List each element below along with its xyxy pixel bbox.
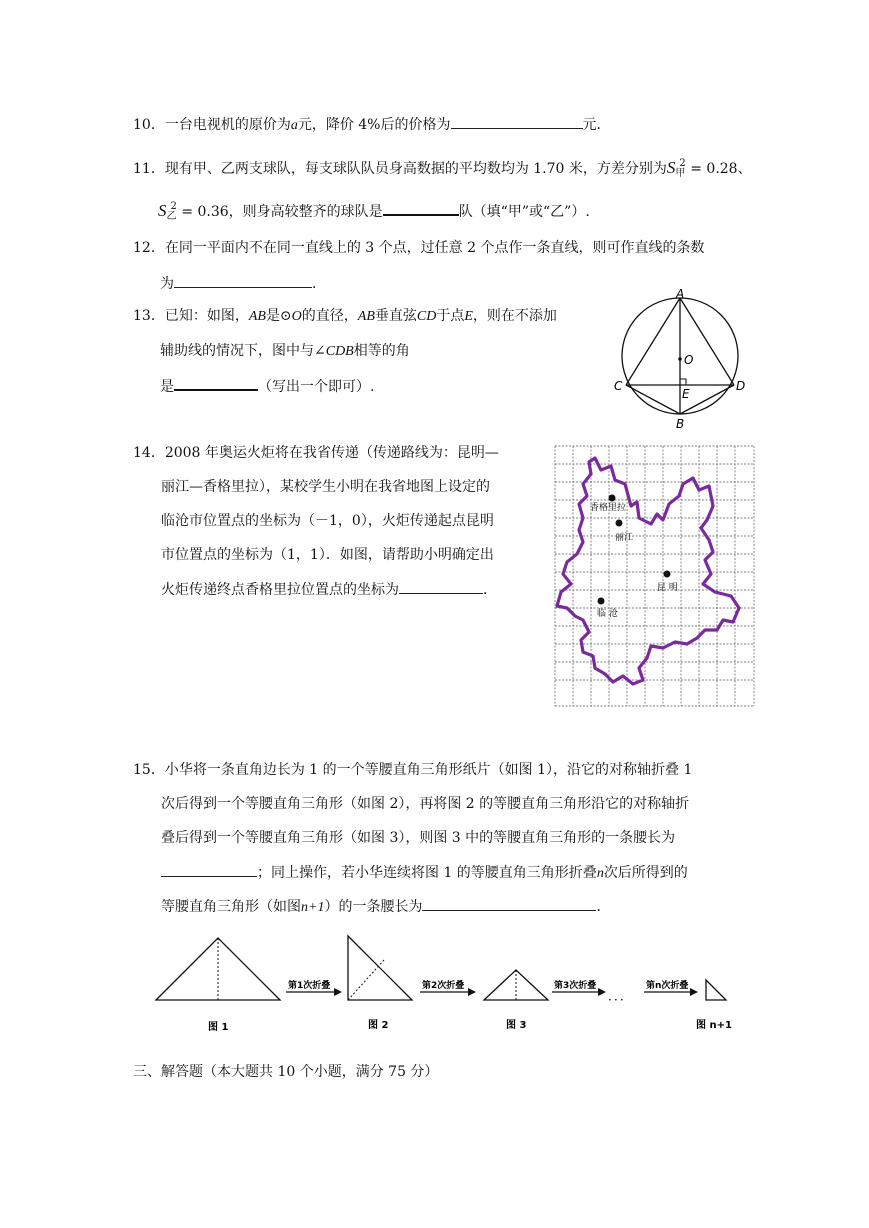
ellipsis: ．．． bbox=[608, 989, 633, 1003]
q14-line5: 火炬传递终点香格里拉位置点的坐标为 bbox=[161, 582, 399, 598]
q11-sub-jia: 甲 bbox=[675, 168, 686, 179]
label-b: B bbox=[676, 417, 685, 431]
question-10 bbox=[133, 114, 611, 136]
lincang-dot bbox=[598, 598, 605, 605]
q11-text-tail: 队（填“甲”或“乙”）. bbox=[458, 204, 590, 220]
question-13 bbox=[133, 306, 557, 327]
q13-var-ab: AB bbox=[357, 309, 375, 324]
question-12 bbox=[133, 238, 704, 258]
label-e: E bbox=[682, 387, 690, 401]
arrow2-label: 第2次折叠 bbox=[422, 981, 465, 991]
q15-line5b: ）的一条腰长为 bbox=[324, 899, 423, 915]
arrow1-label: 第1次折叠 bbox=[288, 981, 331, 991]
q13-var-e: E bbox=[464, 309, 473, 324]
q15-answer-blank-1[interactable] bbox=[161, 862, 257, 877]
q10-text-end: 元． bbox=[582, 117, 611, 133]
q11-val-yi: = 0.36，则身高较整齐的球队是 bbox=[181, 204, 383, 220]
question-12-line2 bbox=[160, 273, 326, 294]
q11-number: 11． bbox=[133, 161, 165, 177]
q10-var-a: a bbox=[290, 118, 298, 133]
question-15 bbox=[133, 760, 692, 780]
section-3-title: 三、解答题（本大题共 10 个小题，满分 75 分） bbox=[133, 1064, 439, 1080]
q11-s-yi: S bbox=[158, 201, 167, 220]
q11-val-jia: = 0.28、 bbox=[685, 161, 752, 177]
q14-number: 14． bbox=[133, 445, 165, 461]
folding-figure bbox=[150, 930, 750, 1038]
q15-var-n: n bbox=[596, 866, 604, 881]
label-d: D bbox=[736, 379, 746, 393]
q10-text: 一台电视机的原价为 bbox=[164, 117, 291, 133]
question-11-line2 bbox=[158, 197, 590, 227]
q14-line1: 2008 年奥运火炬将在我省传递（传递路线为：昆明— bbox=[164, 445, 499, 461]
label-c: C bbox=[614, 379, 623, 393]
q15-line2: 次后得到一个等腰直角三角形（如图 2），再将图 2 的等腰直角三角形沿它的对称轴折 bbox=[161, 796, 690, 812]
q15-var-n1: n+1 bbox=[301, 900, 325, 915]
q10-number: 10． bbox=[133, 117, 165, 133]
lijiang-label: 丽江 bbox=[615, 533, 634, 543]
province-outline bbox=[557, 458, 739, 684]
q13-text: 是⊙ bbox=[265, 308, 292, 324]
q13-answer-blank[interactable] bbox=[174, 375, 258, 391]
q14-line4: 市位置点的坐标为（1，1）．如图，请帮助小明确定出 bbox=[161, 547, 494, 563]
q13-text: ，则在不添加 bbox=[472, 308, 557, 324]
q11-text-line1: 现有甲、乙两支球队，每支球队队员身高数据的平均数均为 1.70 米，方差分别为 bbox=[164, 161, 667, 177]
fig2-label: 图 2 bbox=[368, 1020, 389, 1031]
shangri-la-label: 香格里拉 bbox=[590, 503, 627, 513]
q13-var-cd: CD bbox=[416, 309, 437, 324]
yunnan-map-figure bbox=[553, 444, 756, 708]
q14-answer-blank[interactable] bbox=[399, 579, 483, 594]
fign-label: 图 n+1 bbox=[696, 1020, 732, 1031]
q15-line4b: 次后所得到的 bbox=[603, 865, 688, 881]
q13-var-cdb: CDB bbox=[325, 344, 354, 359]
kunming-dot bbox=[664, 571, 671, 578]
q13-text-line2b: 相等的角 bbox=[353, 343, 410, 359]
q13-text: 垂直弦 bbox=[374, 308, 417, 324]
q13-var-ab: AB bbox=[248, 309, 266, 324]
question-14 bbox=[133, 443, 499, 463]
q11-answer-blank[interactable] bbox=[383, 200, 459, 216]
q13-number: 13． bbox=[133, 308, 165, 324]
q11-sub-yi: 乙 bbox=[166, 211, 177, 222]
lijiang-dot bbox=[616, 520, 623, 527]
q12-text-line1: 在同一平面内不在同一直线上的 3 个点，过任意 2 个点作一条直线，则可作直线的条数 bbox=[164, 240, 705, 256]
q13-text-line2: 辅助线的情况下，图中与∠ bbox=[160, 343, 326, 359]
question-14-line5 bbox=[161, 579, 497, 600]
q15-line3: 叠后得到一个等腰直角三角形（如图 3），则图 3 中的等腰直角三角形的一条腰长为 bbox=[161, 830, 676, 846]
question-15-line4 bbox=[161, 862, 688, 884]
lincang-label: 临 沧 bbox=[597, 609, 618, 619]
q14-line2: 丽江—香格里拉），某校学生小明在我省地图上设定的 bbox=[161, 479, 490, 495]
question-13-line3 bbox=[160, 375, 374, 397]
q12-answer-blank[interactable] bbox=[174, 273, 312, 288]
q15-line5a: 等腰直角三角形（如图 bbox=[161, 899, 301, 915]
q12-text-line2: 为 bbox=[160, 276, 174, 292]
q13-text-line3b: （写出一个即可）. bbox=[258, 379, 375, 395]
fig1-label: 图 1 bbox=[208, 1022, 229, 1033]
q12-number: 12． bbox=[133, 240, 165, 256]
arrow3-label: 第3次折叠 bbox=[554, 981, 597, 991]
circle-figure bbox=[610, 286, 750, 434]
q13-var-o: O bbox=[291, 309, 302, 324]
fig3-label: 图 3 bbox=[506, 1020, 527, 1031]
q14-line3: 临沧市位置点的坐标为（－1，0），火炬传递起点昆明 bbox=[161, 513, 494, 529]
question-13-line2 bbox=[160, 341, 410, 362]
q11-sup-jia: 2 bbox=[679, 158, 686, 169]
q15-number: 15． bbox=[133, 762, 165, 778]
q11-s-jia: S bbox=[666, 158, 676, 177]
q10-answer-blank[interactable] bbox=[451, 114, 583, 129]
q11-sup-yi: 2 bbox=[170, 201, 177, 212]
q15-line1: 小华将一条直角边长为 1 的一个等腰直角三角形纸片（如图 1），沿它的对称轴折叠 1 bbox=[164, 762, 693, 778]
q12-text-end: ． bbox=[312, 276, 326, 292]
arrown-label: 第n次折叠 bbox=[646, 981, 689, 991]
q14-end: ． bbox=[483, 582, 497, 598]
q13-text: 的直径， bbox=[301, 308, 358, 324]
q13-text: 于点 bbox=[436, 308, 465, 324]
kunming-label: 昆 明 bbox=[657, 583, 678, 593]
question-15-line5 bbox=[161, 896, 610, 918]
shangri-la-dot bbox=[609, 495, 616, 502]
label-a: A bbox=[676, 287, 685, 301]
q15-end: ． bbox=[596, 899, 611, 915]
q15-line4a: ；同上操作，若小华连续将图 1 的等腰直角三角形折叠 bbox=[257, 865, 597, 881]
q13-text-line3: 是 bbox=[160, 379, 174, 395]
q10-text-mid: 元，降价 4%后的价格为 bbox=[297, 117, 451, 133]
q13-text: 已知：如图， bbox=[164, 308, 249, 324]
label-o: O bbox=[684, 353, 694, 367]
question-11 bbox=[133, 154, 752, 184]
q15-answer-blank-2[interactable] bbox=[422, 896, 596, 911]
